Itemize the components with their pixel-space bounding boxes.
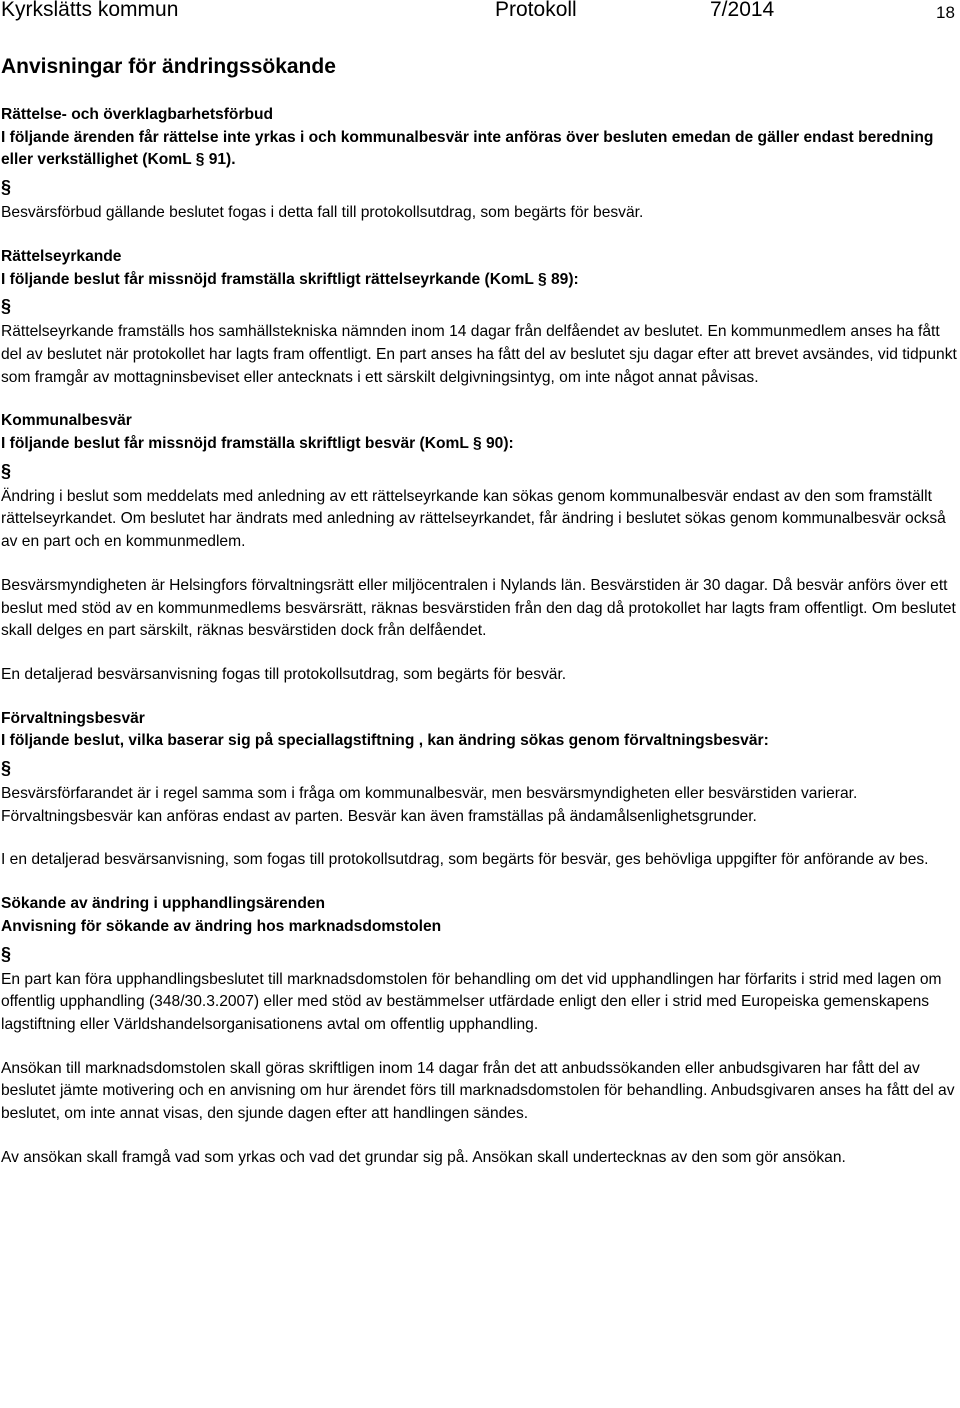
paragraph-sign: § — [1, 943, 12, 964]
section-text-upphandling-1: En part kan föra upphandlingsbeslutet till marknadsdomstolen för behandling om det vid upphandlingen har förfarits i strid med lagen om offentlig upphandling (348/30.3.2007) eller med stöd av bestämmelser utfärdade enligt den eller i strid med Europeiska gemenskapens lagstiftning eller Världshandelsorganisationens avtal om offentlig upphandling. — [1, 970, 942, 1033]
header-doc-type: Protokoll — [495, 0, 577, 21]
paragraph-sign: § — [1, 758, 12, 779]
section-text-rattelseyrkande: Rättelseyrkande framställs hos samhällstekniska nämnden inom 14 dagar från delfåendet av beslutet. En kommunmedlem anses ha fått del av beslutet när protokollet har lagts fram offentligt. En part anses ha fått del av beslutet sju dagar efter att brevet avsändes, vid tidpunkt som framgår av mottagninsbeviset eller antecknats i ett särskilt delgivningsintyg, om inte något annat påvisas. — [1, 323, 957, 386]
section-lead-rattelseyrkande: I följande beslut får missnöjd framställa skriftligt rättelseyrkande (KomL § 89): — [1, 270, 579, 288]
section-lead-kommunalbesvar: I följande beslut får missnöjd framställa skriftligt besvär (KomL § 90): — [1, 435, 514, 453]
paragraph-sign: § — [1, 296, 12, 317]
document-body — [1, 104, 957, 1170]
section-lead-forvaltningsbesvar: I följande beslut, vilka baserar sig på speciallagstiftning , kan ändring sökas genom förvaltningsbesvär: — [1, 732, 769, 750]
section-text-upphandling-3: Av ansökan skall framgå vad som yrkas och vad det grundar sig på. Ansökan skall undertecknas av den som gör ansökan. — [1, 1148, 846, 1166]
section-heading-rattelseyrkande: Rättelseyrkande — [1, 247, 122, 265]
section-text-upphandling-2: Ansökan till marknadsdomstolen skall göras skriftligen inom 14 dagar från det att anbudssökanden eller anbudsgivaren har fått del av beslutet jämte motivering och en anvisning om hur ärendet förs till marknadsdomstolen för behandling. Anbudsgivaren anses ha fått del av beslutet, om inte annat visas, den sjunde dagen efter att handlingen sändes. — [1, 1059, 955, 1123]
section-text-forvaltningsbesvar-1: Besvärsförfarandet är i regel samma som i fråga om kommunalbesvär, men besvärsmyndigheten eller besvärstiden varierar. Förvaltningsbesvär kan anföras endast av parten. Besvär kan även framställas på ändamålsenlighetsgrunder. — [1, 785, 858, 825]
paragraph-sign: § — [1, 460, 12, 481]
section-lead-upphandling: Anvisning för sökande av ändring hos marknadsdomstolen — [1, 917, 442, 935]
section-lead-overklagbarhetsforbud: I följande ärenden får rättelse inte yrkas i och kommunalbesvär inte anföras över besluten emedan de gäller endast beredning eller verkställighet (KomL § 91). — [1, 128, 934, 169]
section-text-forvaltningsbesvar-2: I en detaljerad besvärsanvisning, som fogas till protokollsutdrag, som begärts för besvär, ges behövliga uppgifter för anförande av bes. — [1, 851, 929, 869]
section-text-overklagbarhetsforbud: Besvärsförbud gällande beslutet fogas i detta fall till protokollsutdrag, som begärts för besvär. — [1, 204, 644, 222]
section-heading-upphandling: Sökande av ändring i upphandlingsärenden — [1, 895, 326, 913]
header-municipality: Kyrkslätts kommun — [1, 0, 179, 21]
section-text-kommunalbesvar-2: Besvärsmyndigheten är Helsingfors förvaltningsrätt eller miljöcentralen i Nylands län. Besvärstiden är 30 dagar. Då besvär anförs över ett beslut med stöd av en kommunmedlems besvärsrätt, räknas besvärstiden från den dag då protokollet har lagts fram offentligt. Om beslutet skall delges en part särskilt, räknas besvärstiden dock från delfåendet. — [1, 576, 956, 640]
page-title: Anvisningar för ändringssökande — [1, 55, 336, 78]
section-heading-forvaltningsbesvar: Förvaltningsbesvär — [1, 709, 145, 727]
section-heading-kommunalbesvar: Kommunalbesvär — [1, 412, 132, 430]
section-heading-overklagbarhetsforbud: Rättelse- och överklagbarhetsförbud — [1, 106, 274, 123]
paragraph-sign: § — [1, 177, 12, 198]
section-text-kommunalbesvar-1: Ändring i beslut som meddelats med anledning av ett rättelseyrkande kan sökas genom kommunalbesvär endast av den som framställt rättelseyrkandet. Om beslutet har ändrats med anledning av rättelseyrkandet, får ändring i beslutet sökas genom kommunalbesvär också av en part och en kommunmedlem. — [1, 487, 946, 551]
section-text-kommunalbesvar-3: En detaljerad besvärsanvisning fogas till protokollsutdrag, som begärts för besvär. — [1, 665, 567, 683]
header-doc-number: 7/2014 — [710, 0, 775, 21]
header-page-number: 18 — [936, 3, 955, 22]
